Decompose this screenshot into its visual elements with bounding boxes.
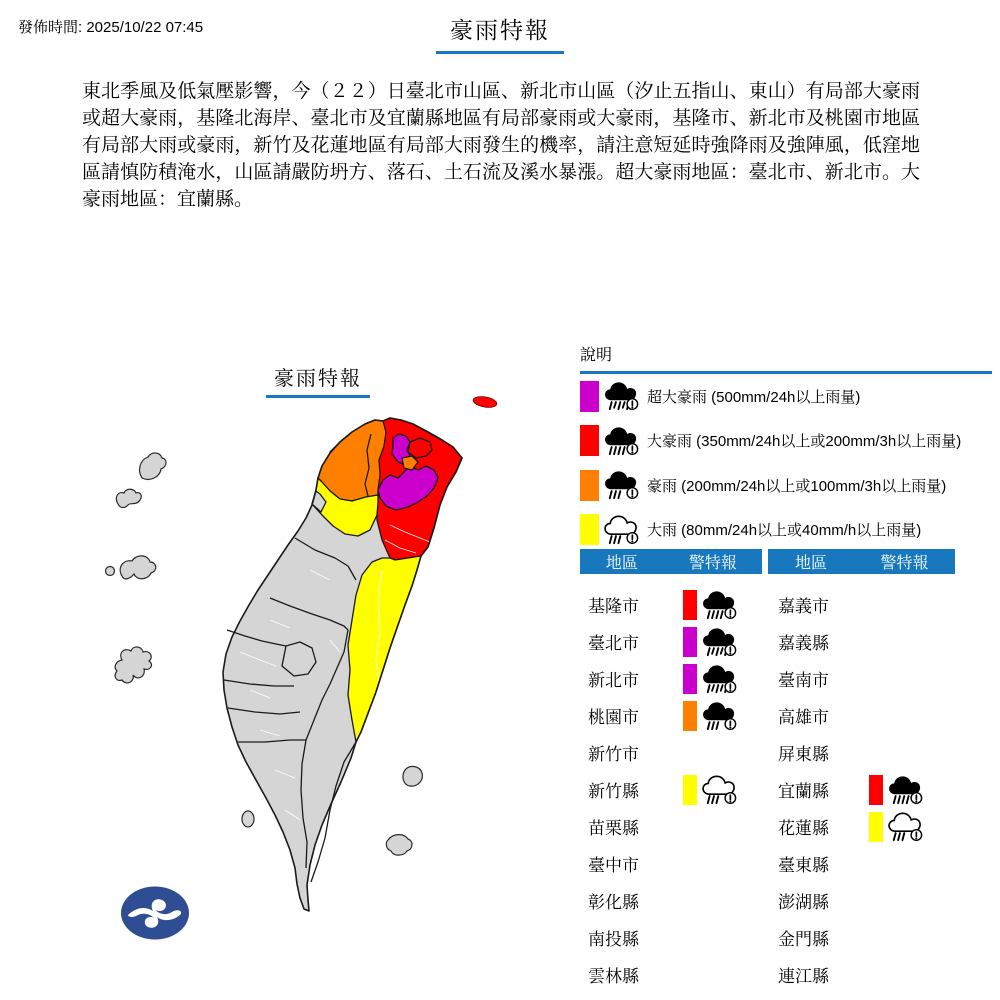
warning-table-right xyxy=(768,549,955,993)
orchid-island xyxy=(386,835,412,856)
region-name: 雲林縣 xyxy=(588,967,639,986)
region-name: 新竹市 xyxy=(588,745,639,764)
warning-color-bar xyxy=(869,812,883,842)
taiwan-warning-map xyxy=(90,390,530,950)
warning-badge xyxy=(683,663,739,695)
region-name: 臺中市 xyxy=(588,856,639,875)
table-row xyxy=(768,882,955,919)
kinmen-islet xyxy=(106,567,115,576)
advisory-body-text: 東北季風及低氣壓影響，今（２２）日臺北市山區、新北市山區（汐止五指山、東山）有局部大豪雨或超大豪雨，基隆北海岸、臺北市及宜蘭縣地區有局部豪雨或大豪雨，基隆市、新北市及桃園市地區有局部大雨或豪雨，新竹及花蓮地區有局部大雨發生的機率，請注意短延時強降雨及強陣風，低窪地區請慎防積淹水，山區請嚴防坍方、落石、土石流及溪水暴漲。超大豪雨地區：臺北市、新北市。大豪雨地區：宜蘭縣。 xyxy=(82,81,920,210)
table-body xyxy=(580,574,762,993)
warning-color-bar xyxy=(869,775,883,805)
table-row xyxy=(580,808,762,845)
lamay-island xyxy=(242,811,254,827)
table-row xyxy=(580,586,762,623)
column-header-region: 地區 xyxy=(795,555,828,572)
warning-badge xyxy=(869,811,925,843)
table-row xyxy=(580,919,762,956)
table-row xyxy=(768,771,955,808)
warning-badge xyxy=(683,626,739,658)
dark-cloud-rain-icon xyxy=(701,700,739,732)
legend-color-swatch xyxy=(580,425,599,456)
green-island xyxy=(403,766,422,786)
guishan-islet xyxy=(472,395,497,409)
region-name: 桃園市 xyxy=(588,708,639,727)
warning-badge xyxy=(683,700,739,732)
region-name: 澎湖縣 xyxy=(778,893,829,912)
warning-color-bar xyxy=(683,775,697,805)
warning-color-bar xyxy=(683,701,697,731)
region-name: 連江縣 xyxy=(778,967,829,986)
table-row xyxy=(768,845,955,882)
region-name: 嘉義市 xyxy=(778,597,829,616)
table-row xyxy=(580,956,762,993)
penghu-islands xyxy=(115,647,151,683)
legend-color-swatch xyxy=(580,514,599,545)
legend-item-label: 大豪雨 (350mm/24h以上或200mm/3h以上雨量) xyxy=(647,433,962,451)
legend-item-label: 大雨 (80mm/24h以上或40mm/h以上雨量) xyxy=(647,522,922,540)
legend-item-label: 豪雨 (200mm/24h以上或100mm/3h以上雨量) xyxy=(647,477,947,495)
legend-item-label: 超大豪雨 (500mm/24h以上雨量) xyxy=(647,388,861,406)
cwa-logo xyxy=(121,887,189,940)
region-name: 嘉義縣 xyxy=(778,634,829,653)
dark-storm-cloud-heavy-rain-icon xyxy=(701,663,739,695)
dark-storm-cloud-heavy-rain-icon xyxy=(701,626,739,658)
table-row xyxy=(580,660,762,697)
table-body xyxy=(768,574,955,993)
warning-color-bar xyxy=(683,627,697,657)
table-row xyxy=(768,919,955,956)
page-title-text: 豪雨特報 xyxy=(436,12,564,54)
dark-storm-cloud-rain-icon xyxy=(701,589,739,621)
legend-item xyxy=(580,374,992,419)
warning-badge xyxy=(869,774,925,806)
kinmen-island xyxy=(120,556,156,579)
table-row xyxy=(768,586,955,623)
warning-badge xyxy=(683,589,739,621)
legend-color-swatch xyxy=(580,381,599,412)
table-row xyxy=(768,623,955,660)
table-row xyxy=(768,734,955,771)
region-name: 南投縣 xyxy=(588,930,639,949)
column-header-region: 地區 xyxy=(605,555,638,572)
region-name: 新北市 xyxy=(588,671,639,690)
table-row xyxy=(580,882,762,919)
legend-heading: 說明 xyxy=(580,342,992,374)
legend-item xyxy=(580,463,992,508)
region-name: 屏東縣 xyxy=(778,745,829,764)
region-name: 高雄市 xyxy=(778,708,829,727)
legend-rows xyxy=(580,374,992,552)
table-row xyxy=(580,734,762,771)
column-header-warning: 警特報 xyxy=(880,555,929,572)
warning-badge xyxy=(683,774,739,806)
region-name: 基隆市 xyxy=(588,597,639,616)
region-name: 花蓮縣 xyxy=(778,819,829,838)
region-name: 臺北市 xyxy=(588,634,639,653)
warning-color-bar xyxy=(683,590,697,620)
matsu-south-islet xyxy=(116,489,141,507)
dark-storm-cloud-heavy-rain-icon xyxy=(603,380,641,412)
table-row xyxy=(768,956,955,993)
publish-time: 發佈時間: 2025/10/22 07:45 xyxy=(18,19,204,36)
warning-color-bar xyxy=(683,664,697,694)
region-name: 苗栗縣 xyxy=(588,819,639,838)
light-cloud-rain-icon xyxy=(701,774,739,806)
table-header xyxy=(580,549,762,574)
warning-table-left xyxy=(580,549,762,993)
column-header-warning: 警特報 xyxy=(688,555,737,572)
table-row xyxy=(580,845,762,882)
table-row xyxy=(768,808,955,845)
page-title xyxy=(0,12,1000,54)
region-hualien xyxy=(348,556,421,742)
table-header xyxy=(768,549,955,574)
dark-storm-cloud-rain-icon xyxy=(603,425,641,457)
table-row xyxy=(580,771,762,808)
light-cloud-rain-icon xyxy=(887,811,925,843)
region-name: 臺東縣 xyxy=(778,856,829,875)
dark-cloud-rain-icon xyxy=(603,469,641,501)
dark-storm-cloud-rain-icon xyxy=(887,774,925,806)
table-row xyxy=(768,697,955,734)
table-row xyxy=(580,623,762,660)
light-cloud-rain-icon xyxy=(603,514,641,546)
legend-item xyxy=(580,419,992,464)
legend xyxy=(580,342,992,552)
region-name: 臺南市 xyxy=(778,671,829,690)
region-name: 彰化縣 xyxy=(588,893,639,912)
legend-color-swatch xyxy=(580,470,599,501)
table-row xyxy=(580,697,762,734)
matsu-island xyxy=(140,453,166,479)
region-name: 宜蘭縣 xyxy=(778,782,829,801)
region-name: 金門縣 xyxy=(778,930,829,949)
map-title-text: 豪雨特報 xyxy=(266,362,370,398)
region-name: 新竹縣 xyxy=(588,782,639,801)
legend-item xyxy=(580,508,992,553)
table-row xyxy=(768,660,955,697)
